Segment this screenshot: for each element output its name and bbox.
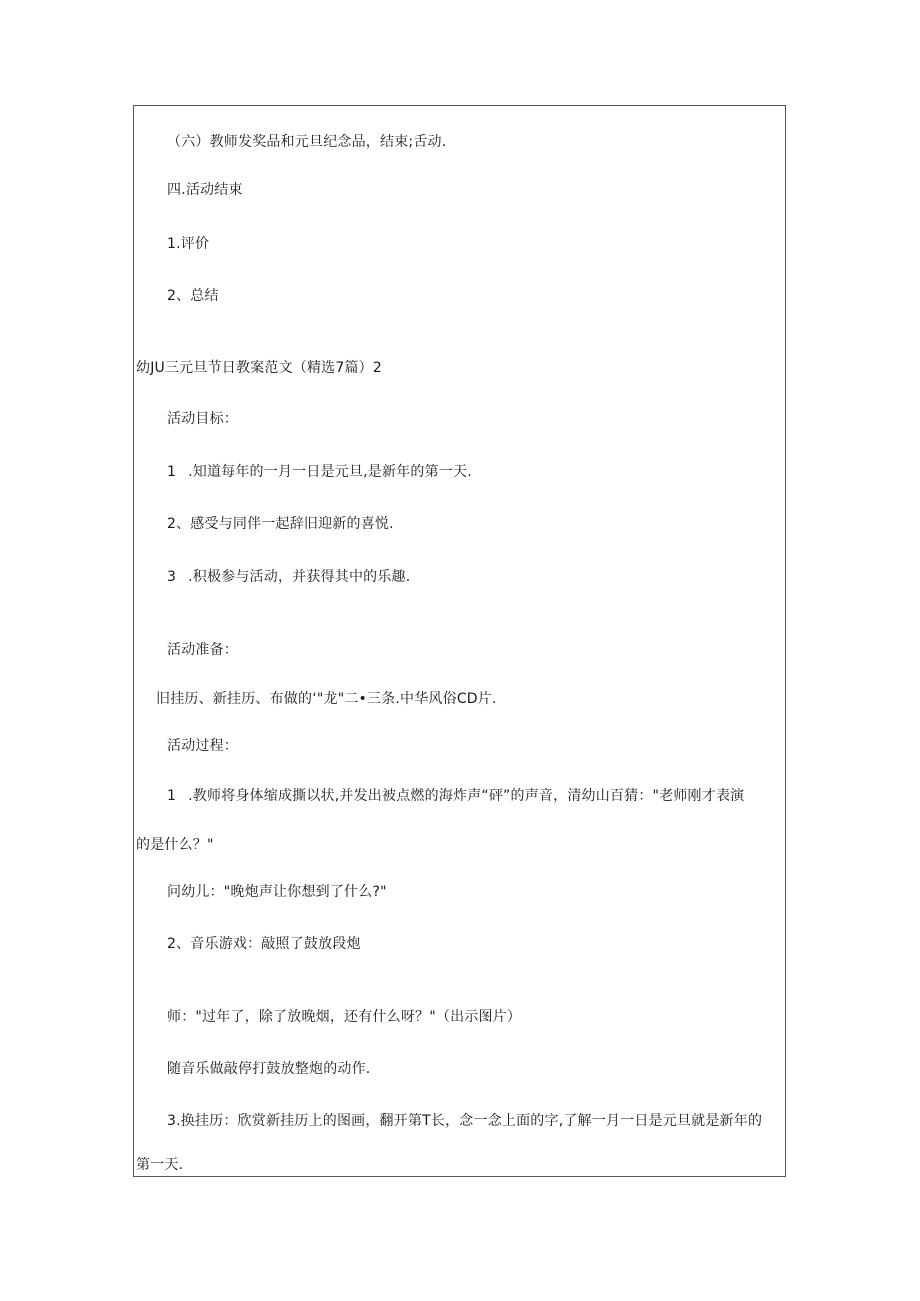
process-item-2: 2、音乐游戏：敲照了鼓放段炮 [167,936,361,952]
document-page [133,105,786,1177]
goal-item-1-text: .知道每年的一月一日是元旦,是新年的第一天. [188,464,472,480]
text-line-award: （六）教师发奖品和元旦纪念品，结束;舌动. [167,134,447,150]
goal-item-3-number: 3 [167,569,177,585]
process-item-3-continued: 第一天. [136,1157,184,1173]
heading-goals: 活动目标： [167,411,238,427]
goal-item-1-number: 1 [167,464,177,480]
process-item-1-number: 1 [167,788,177,804]
text-line-question: 问幼儿："晚炮声让你想到了什么?" [167,884,387,900]
process-item-1-text: .教师将身体缩成撕以状,并发出被点燃的海炸声“砰”的声音，清幼山百猜："老师刚才表演 [188,788,745,804]
heading-preparation: 活动准备： [167,642,238,658]
process-item-3: 3.换挂历：欣赏新挂历上的图画，翻开第T长，念一念上面的字,了解一月一日是元旦就是新年的 [167,1113,763,1129]
goal-item-2: 2、感受与同伴一起辞旧迎新的喜悦. [167,516,394,532]
article-title: 幼JU三元旦节日教案范文（精选7篇）2 [136,360,382,376]
text-line-teacher-says: 师："过年了，除了放晚烟，还有什么呀？"（出示图片） [167,1009,522,1025]
text-line-materials: 旧挂历、新挂历、布做的‘"龙"二•三条.中华风俗CD片. [156,691,497,707]
goal-item-1 [167,463,472,481]
heading-process: 活动过程： [167,738,238,754]
text-line-summary: 2、总结 [167,288,219,304]
text-line-evaluation: 1.评价 [167,236,210,252]
process-item-1 [167,787,744,805]
goal-item-3-text: .积极参与活动，并获得其中的乐趣. [188,569,411,585]
goal-item-3 [167,568,410,586]
section-heading-end: 四.活动结束 [167,182,243,198]
text-line-music-action: 随音乐做敲停打鼓放整炮的动作. [167,1061,371,1077]
process-item-1-continued: 的是什么？" [136,837,214,853]
